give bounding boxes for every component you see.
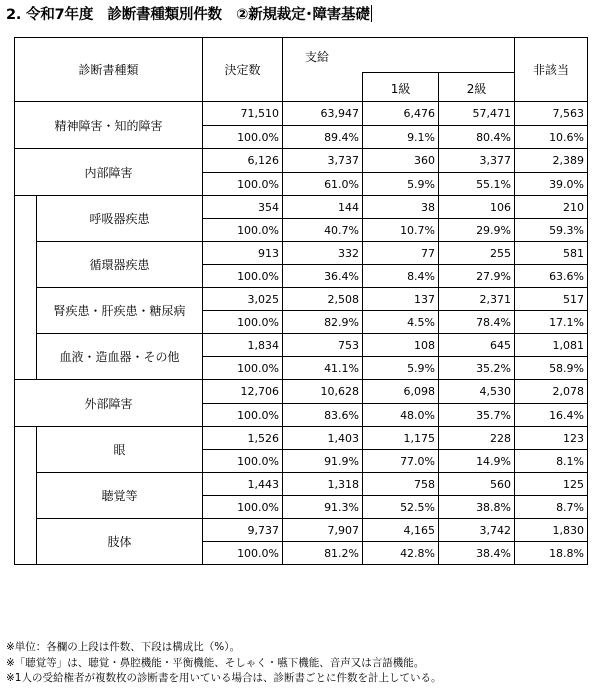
header-row-top: [15, 38, 588, 73]
ratio-cell: 100.0%: [203, 357, 283, 380]
ratio-cell: 89.4%: [283, 126, 363, 149]
count-cell: 1,834: [203, 334, 283, 357]
count-cell: 210: [515, 196, 588, 219]
count-cell: 144: [283, 196, 363, 219]
count-cell: 645: [439, 334, 515, 357]
text-cursor: [371, 5, 372, 22]
count-cell: 6,098: [363, 380, 439, 404]
ratio-cell: 100.0%: [203, 311, 283, 334]
table-row: [15, 102, 588, 126]
count-cell: 38: [363, 196, 439, 219]
ratio-cell: 41.1%: [283, 357, 363, 380]
ratio-cell: 100.0%: [203, 173, 283, 196]
count-cell: 7,907: [283, 519, 363, 542]
table-row: [15, 149, 588, 173]
ratio-cell: 91.3%: [283, 496, 363, 519]
table-row: [15, 519, 588, 542]
ratio-cell: 59.3%: [515, 219, 588, 242]
ratio-cell: 55.1%: [439, 173, 515, 196]
footnote-multiple: ※1人の受給権者が複数枚の診断書を用いている場合は、診断書ごとに件数を計上している。: [6, 672, 442, 684]
ratio-cell: 10.7%: [363, 219, 439, 242]
count-cell: 228: [439, 427, 515, 450]
ratio-cell: 63.6%: [515, 265, 588, 288]
count-cell: 753: [283, 334, 363, 357]
count-cell: 4,530: [439, 380, 515, 404]
ratio-cell: 4.5%: [363, 311, 439, 334]
count-cell: 360: [363, 149, 439, 173]
ratio-cell: 52.5%: [363, 496, 439, 519]
ratio-cell: 8.4%: [363, 265, 439, 288]
count-cell: 913: [203, 242, 283, 265]
ratio-cell: 38.8%: [439, 496, 515, 519]
count-cell: 581: [515, 242, 588, 265]
count-cell: 12,706: [203, 380, 283, 404]
ratio-cell: 17.1%: [515, 311, 588, 334]
count-cell: 9,737: [203, 519, 283, 542]
ratio-cell: 10.6%: [515, 126, 588, 149]
count-cell: 758: [363, 473, 439, 496]
indent-cell: [15, 196, 37, 242]
header-grade2: 2級: [439, 73, 515, 102]
header-paid-blank: [283, 73, 363, 102]
count-cell: 1,830: [515, 519, 588, 542]
ratio-cell: 14.9%: [439, 450, 515, 473]
ratio-cell: 81.2%: [283, 542, 363, 565]
count-cell: 57,471: [439, 102, 515, 126]
ratio-cell: 8.1%: [515, 450, 588, 473]
indent-cell: [15, 242, 37, 288]
ratio-cell: 38.4%: [439, 542, 515, 565]
ratio-cell: 100.0%: [203, 542, 283, 565]
count-cell: 108: [363, 334, 439, 357]
count-cell: 10,628: [283, 380, 363, 404]
page-title-text: 2. 令和7年度 診断書種類別件数 ②新規裁定･障害基礎: [6, 7, 370, 23]
table-body: [15, 38, 588, 565]
ratio-cell: 61.0%: [283, 173, 363, 196]
count-cell: 2,508: [283, 288, 363, 311]
count-cell: 6,126: [203, 149, 283, 173]
count-cell: 1,175: [363, 427, 439, 450]
ratio-cell: 39.0%: [515, 173, 588, 196]
table-row: [15, 196, 588, 219]
table-row: [15, 473, 588, 496]
count-cell: 332: [283, 242, 363, 265]
diagnosis-type-table: [14, 37, 588, 565]
count-cell: 1,318: [283, 473, 363, 496]
count-cell: 2,371: [439, 288, 515, 311]
ratio-cell: 77.0%: [363, 450, 439, 473]
table-row: [15, 334, 588, 357]
count-cell: 517: [515, 288, 588, 311]
count-cell: 77: [363, 242, 439, 265]
count-cell: 354: [203, 196, 283, 219]
row-label: 内部障害: [15, 149, 203, 196]
footnote-unit: ※単位：各欄の上段は件数、下段は構成比（%）。: [6, 641, 241, 653]
ratio-cell: 40.7%: [283, 219, 363, 242]
count-cell: 2,078: [515, 380, 588, 404]
indent-cell: [15, 473, 37, 519]
page-title: [6, 2, 372, 28]
ratio-cell: 100.0%: [203, 126, 283, 149]
ratio-cell: 78.4%: [439, 311, 515, 334]
count-cell: 3,742: [439, 519, 515, 542]
ratio-cell: 80.4%: [439, 126, 515, 149]
ratio-cell: 91.9%: [283, 450, 363, 473]
indent-cell: [15, 288, 37, 334]
count-cell: 137: [363, 288, 439, 311]
row-label: 眼: [37, 427, 203, 473]
ratio-cell: 100.0%: [203, 404, 283, 427]
count-cell: 3,377: [439, 149, 515, 173]
row-label: 循環器疾患: [37, 242, 203, 288]
count-cell: 4,165: [363, 519, 439, 542]
ratio-cell: 18.8%: [515, 542, 588, 565]
ratio-cell: 5.9%: [363, 357, 439, 380]
count-cell: 123: [515, 427, 588, 450]
ratio-cell: 83.6%: [283, 404, 363, 427]
ratio-cell: 100.0%: [203, 265, 283, 288]
count-cell: 2,389: [515, 149, 588, 173]
row-label: 外部障害: [15, 380, 203, 427]
count-cell: 63,947: [283, 102, 363, 126]
footnote-hearing: ※「聴覚等」は、聴覚・鼻腔機能・平衡機能、そしゃく・嚥下機能、音声又は言語機能。: [6, 656, 425, 669]
table-row: [15, 288, 588, 311]
count-cell: 560: [439, 473, 515, 496]
ratio-cell: 100.0%: [203, 496, 283, 519]
count-cell: 3,025: [203, 288, 283, 311]
ratio-cell: 29.9%: [439, 219, 515, 242]
count-cell: 7,563: [515, 102, 588, 126]
count-cell: 6,476: [363, 102, 439, 126]
ratio-cell: 36.4%: [283, 265, 363, 288]
ratio-cell: 27.9%: [439, 265, 515, 288]
count-cell: 106: [439, 196, 515, 219]
ratio-cell: 9.1%: [363, 126, 439, 149]
ratio-cell: 100.0%: [203, 219, 283, 242]
indent-cell: [15, 519, 37, 565]
count-cell: 3,737: [283, 149, 363, 173]
count-cell: 1,403: [283, 427, 363, 450]
header-decided: 決定数: [203, 38, 283, 102]
ratio-cell: 35.2%: [439, 357, 515, 380]
ratio-cell: 8.7%: [515, 496, 588, 519]
indent-cell: [15, 334, 37, 380]
row-label: 肢体: [37, 519, 203, 565]
count-cell: 125: [515, 473, 588, 496]
row-label: 腎疾患・肝疾患・糖尿病: [37, 288, 203, 334]
count-cell: 1,081: [515, 334, 588, 357]
row-label: 血液・造血器・その他: [37, 334, 203, 380]
row-label: 精神障害・知的障害: [15, 102, 203, 149]
ratio-cell: 100.0%: [203, 450, 283, 473]
header-paid: 支給: [283, 38, 515, 73]
header-grade1: 1級: [363, 73, 439, 102]
header-not-applicable: 非該当: [515, 38, 588, 102]
count-cell: 1,443: [203, 473, 283, 496]
count-cell: 1,526: [203, 427, 283, 450]
table-row: [15, 427, 588, 450]
ratio-cell: 16.4%: [515, 404, 588, 427]
indent-cell: [15, 427, 37, 473]
ratio-cell: 42.8%: [363, 542, 439, 565]
footnotes: [6, 640, 441, 687]
ratio-cell: 58.9%: [515, 357, 588, 380]
ratio-cell: 82.9%: [283, 311, 363, 334]
table-row: [15, 380, 588, 404]
count-cell: 71,510: [203, 102, 283, 126]
count-cell: 255: [439, 242, 515, 265]
ratio-cell: 35.7%: [439, 404, 515, 427]
row-label: 聴覚等: [37, 473, 203, 519]
row-label: 呼吸器疾患: [37, 196, 203, 242]
ratio-cell: 5.9%: [363, 173, 439, 196]
table-row: [15, 242, 588, 265]
header-type: 診断書種類: [15, 38, 203, 102]
ratio-cell: 48.0%: [363, 404, 439, 427]
